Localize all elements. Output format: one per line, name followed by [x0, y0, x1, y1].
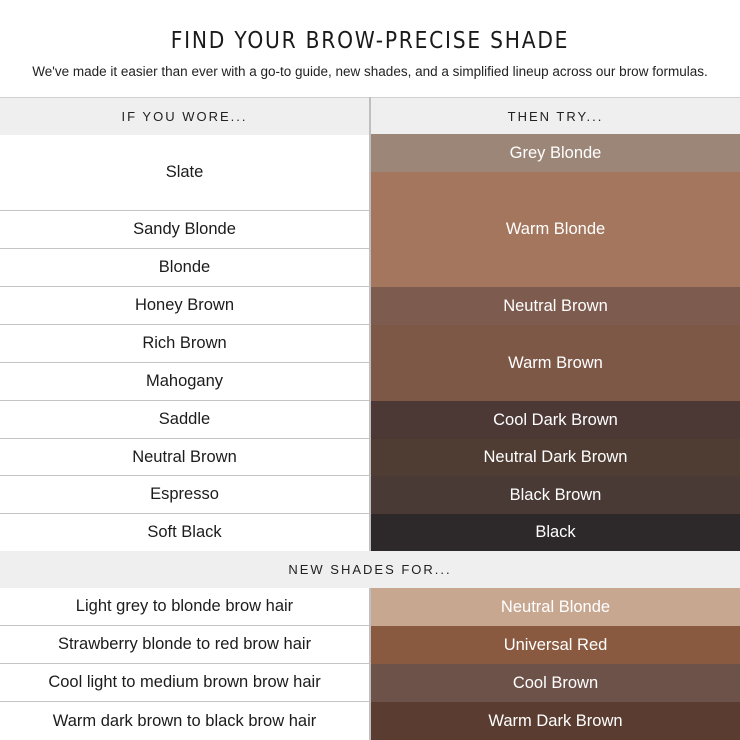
old-shade-cell: Soft Black — [147, 523, 222, 541]
new-shade-swatch: Neutral Brown — [371, 287, 740, 325]
new-shade-swatch: Black Brown — [371, 476, 740, 514]
header-then-try: THEN TRY... — [507, 109, 604, 124]
new-shade-swatch: Grey Blonde — [371, 134, 740, 172]
old-shade-cell: Saddle — [0, 401, 369, 439]
old-shade-cell: Espresso — [0, 476, 369, 514]
page-title: FIND YOUR BROW-PRECISE SHADE — [170, 28, 570, 54]
new-shade-swatch: Neutral Blonde — [371, 588, 740, 626]
new-shade-swatch: Warm Blonde — [371, 172, 740, 287]
hair-type-cell: Strawberry blonde to red brow hair — [0, 626, 369, 664]
new-shade-swatch: Neutral Dark Brown — [371, 439, 740, 476]
new-shade-swatch: Black — [371, 514, 740, 551]
old-shade-cell: Honey Brown — [0, 287, 369, 325]
new-shade-swatch: Cool Brown — [371, 664, 740, 702]
old-shade-cell: Blonde — [0, 249, 369, 287]
page-subtitle: We've made it easier than ever with a go-to guide, new shades, and a simplified lineup across our brow formulas. — [32, 64, 708, 79]
new-shades-section-header: NEW SHADES FOR... — [0, 551, 740, 588]
hair-type-cell: Cool light to medium brown brow hair — [0, 664, 369, 702]
new-shade-swatch: Universal Red — [371, 626, 740, 664]
new-shade-swatch: Cool Dark Brown — [371, 401, 740, 439]
old-shade-cell: Slate — [0, 134, 369, 211]
old-shade-cell: Mahogany — [0, 363, 369, 401]
new-shade-swatch: Warm Dark Brown — [371, 702, 740, 740]
new-shade-swatch: Warm Brown — [371, 325, 740, 401]
old-shade-cell: Neutral Brown — [0, 439, 369, 476]
old-shade-cell: Sandy Blonde — [0, 211, 369, 249]
header-if-you-wore: IF YOU WORE... — [121, 109, 248, 124]
old-shade-cell: Rich Brown — [0, 325, 369, 363]
hair-type-cell: Light grey to blonde brow hair — [0, 588, 369, 626]
hair-type-cell: Warm dark brown to black brow hair — [52, 711, 317, 730]
